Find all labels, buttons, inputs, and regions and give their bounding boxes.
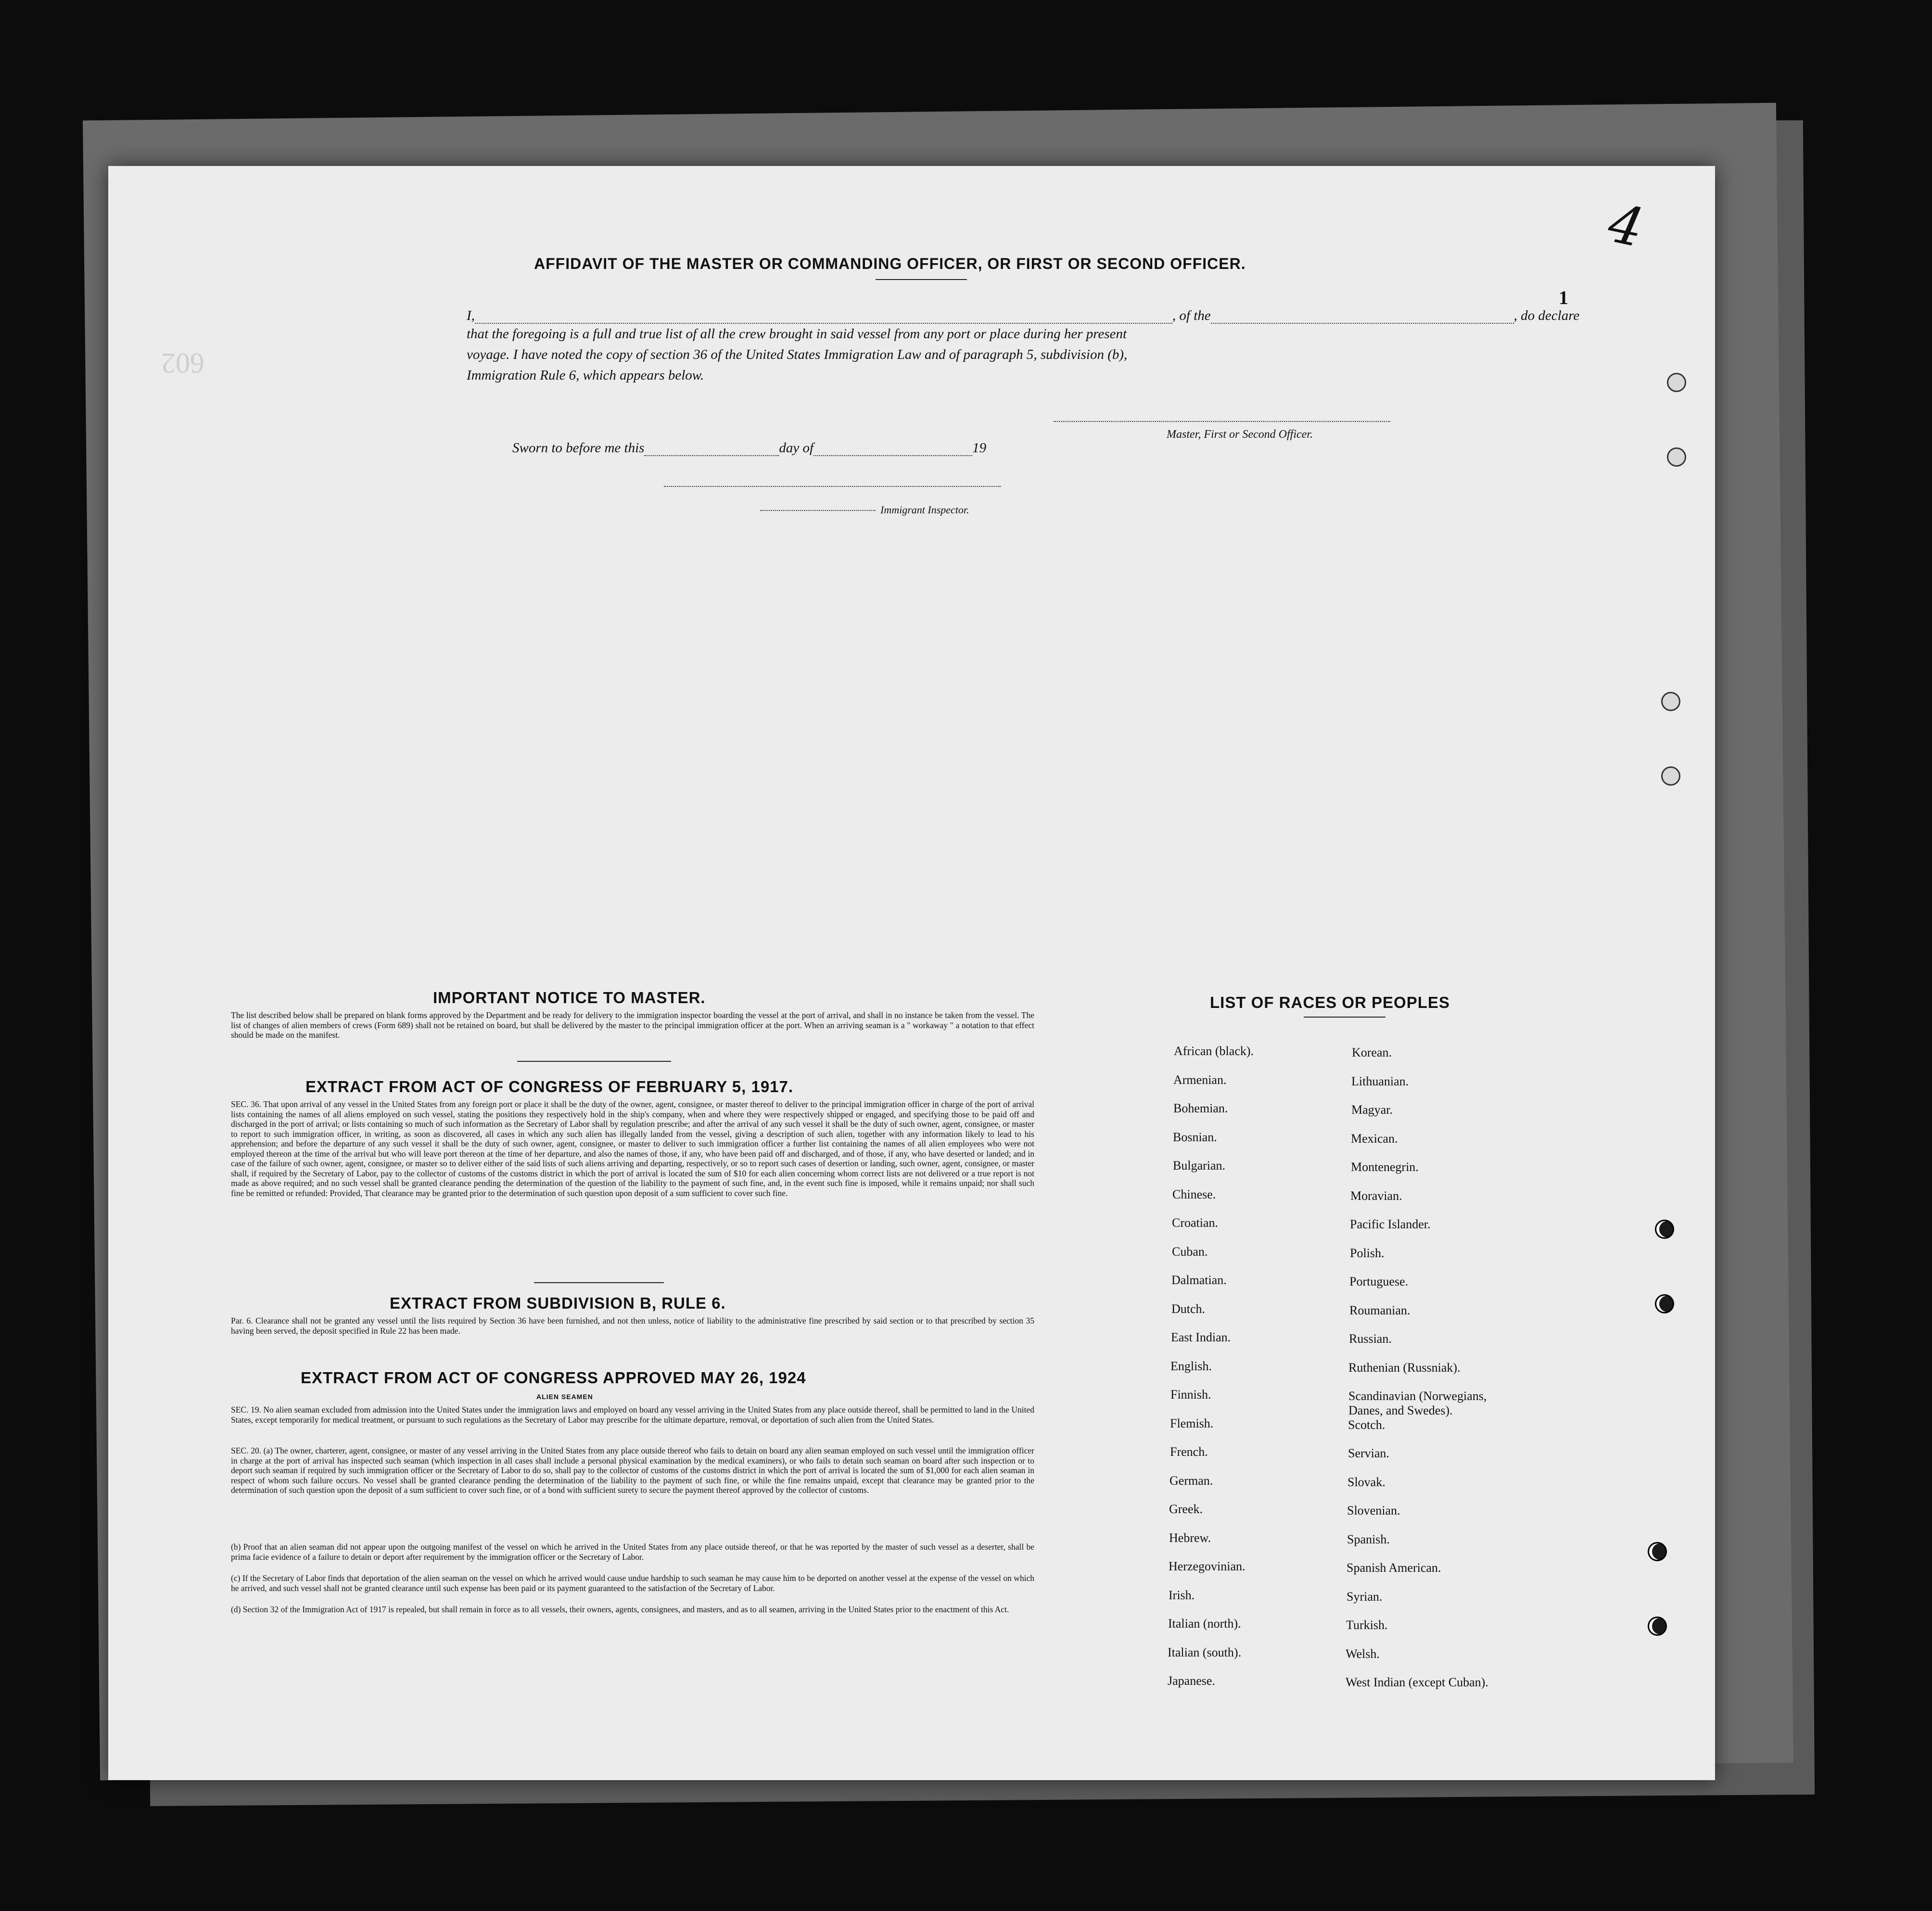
extract-1917-body: SEC. 36. That upon arrival of any vessel in the United States from any foreign port or place it shall be the duty of the owner, agent, consignee, or master thereof to deliver to the principal immigration officer in charge of the port of arrival lists containing the names of all aliens employed on such vessel, stating the positions they respectively hold in the ship's company, when and where they were respectively shipped or engaged, and specifying those to be paid off and discharged in the port of arrival; or lists containing so much of such information as the Secretary of Labor shall by regulation prescribe; and after the arrival of any such vessel it shall be the duty of such owner, agent, consignee, or master to report to such immigration officer, in writing, as soon as discovered, all cases in which any such alien has illegally landed from the vessel, giving a description of such alien, together with any information likely to lead to his apprehension; and before the departure of any such vessel it shall be the duty of such owner, agent, consignee, or master to deliver to such immigration officer a further list containing the names of all alien employees who were not employed thereon at the time of the arrival but who will leave port thereon at the time of her departure, and also the names of those, if any, who have been paid off and discharged, and of those, if any, who have deserted or landed; and in case of the failure of such owner, agent, consignee, or master so to deliver either of the said lists of such aliens arriving and departing, respectively, or so to report such cases of desertion or landing, such owner, agent, consignee, or master shall, if required by the Secretary of Labor, pay to the collector of customs of the customs district in which the port of arrival is located the sum of $10 for each alien concerning whom correct lists are not delivered or a true report is not made as above required; and no such vessel shall be granted clearance pending the determination of the question of the liability to the payment of such fine, and, in the event such fine is imposed, while it remains unpaid; nor shall such fine be remitted or refunded: Provided, That clearance may be granted prior to the determination of such question upon deposit of a sum sufficient to cover such fine.: [231, 1099, 1034, 1198]
race-item: English.: [1170, 1359, 1212, 1373]
sworn-line: [512, 438, 986, 456]
extract-1924-sec20a: SEC. 20. (a) The owner, charterer, agent, consignee, or master of any vessel arriving in the United States from any place outside thereof who fails to detain on board any alien seaman employed on such vessel until the immigration officer in charge at the port of arrival has inspected such seaman (which inspection in all cases shall include a personal physical examination by the medical examiners), or who fails to detain such seaman on board after such inspection or to deport such seaman if required by such immigration officer or the Secretary of Labor to do so, shall pay to the collector of customs of the customs district in which the port of arrival is located the sum of $1,000 for each alien seaman in respect of whom such failure occurs. No vessel shall be granted clearance pending the determination of the liability to the payment of such fine, or while the fine remains unpaid, except that clearance may be granted prior to the determination of such question upon the deposit of a sum sufficient to cover such fine, or of a bond with sufficient surety to secure the payment thereof approved by the collector of customs.: [231, 1446, 1034, 1495]
affidavit-title-rule: [876, 279, 967, 280]
race-item: Korean.: [1352, 1045, 1392, 1059]
race-item: Italian (north).: [1168, 1617, 1241, 1631]
declaration-of-the: , of the: [1172, 308, 1211, 323]
race-item: Bosnian.: [1173, 1130, 1217, 1144]
race-item: Chinese.: [1172, 1187, 1216, 1201]
race-item: Greek.: [1169, 1502, 1203, 1516]
race-item: Syrian.: [1347, 1590, 1383, 1604]
race-item: Herzegovinian.: [1169, 1559, 1246, 1573]
race-item: East Indian.: [1171, 1330, 1231, 1344]
declaration-line-1: [467, 306, 1579, 324]
race-item: Armenian.: [1173, 1073, 1227, 1087]
race-item: Pacific Islander.: [1350, 1217, 1431, 1231]
race-item: Russian.: [1349, 1332, 1392, 1346]
race-item: Welsh.: [1346, 1647, 1380, 1661]
punch-hole: [1648, 1617, 1667, 1636]
declaration-i: I,: [467, 308, 475, 323]
punch-hole: [1655, 1220, 1674, 1239]
race-item: Servian.: [1348, 1446, 1389, 1460]
race-item: Magyar.: [1351, 1103, 1393, 1117]
race-item: Dutch.: [1171, 1302, 1206, 1316]
extract-1924-sec20d: (d) Section 32 of the Immigration Act of 1917 is repealed, but shall remain in force as to all vessels, their owners, agents, consignees, and masters, and as to all seamen, arriving in the United States prior to the enactment of this Act.: [231, 1605, 1009, 1614]
extract-1924-sec19: SEC. 19. No alien seaman excluded from admission into the United States under the immigration laws and employed on board any vessel arriving in the United States from any place outside thereof, shall be permitted to land in the United States, except temporarily for medical treatment, or pursuant to such regulations as the Secretary of Labor may prescribe for the ultimate departure, removal, or deportation of such alien from the United States.: [231, 1405, 1034, 1425]
inspector-signature-line[interactable]: [664, 486, 1001, 487]
rule6-body: Par. 6. Clearance shall not be granted any vessel until the lists required by Section 36 have been furnished, and not then unless, notice of liability to the administrative fine prescribed by said section or to that prescribed by section 35 having been served, the deposit specified in Rule 22 has been made.: [231, 1316, 1034, 1336]
races-title: LIST OF RACES OR PEOPLES: [1210, 994, 1450, 1011]
signature-label: Master, First or Second Officer.: [1167, 428, 1313, 441]
race-item: Lithuanian.: [1351, 1074, 1409, 1088]
race-item: Portuguese.: [1349, 1274, 1409, 1288]
race-item: Mexican.: [1351, 1132, 1398, 1146]
punch-hole: [1661, 766, 1680, 786]
document-page: [108, 166, 1715, 1780]
corner-handwritten-mark: 4: [1603, 192, 1649, 259]
inspector-label: Immigrant Inspector.: [880, 504, 969, 516]
declaration-line-2: that the foregoing is a full and true list of all the crew brought in said vessel from any port or place during her present: [467, 326, 1127, 342]
declaration-do-declare: , do declare: [1513, 308, 1580, 323]
race-item: Flemish.: [1170, 1416, 1214, 1430]
race-item: Hebrew.: [1169, 1531, 1211, 1545]
race-item: Spanish American.: [1347, 1561, 1441, 1575]
affidavit-title: AFFIDAVIT OF THE MASTER OR COMMANDING OFFICER, OR FIRST OR SECOND OFFICER.: [534, 255, 1246, 272]
race-item: Croatian.: [1172, 1216, 1219, 1230]
inspector-line-short: [760, 510, 876, 511]
extract-1917-rule: [534, 1282, 664, 1283]
race-item: Bulgarian.: [1173, 1159, 1226, 1172]
race-item: African (black).: [1174, 1044, 1254, 1058]
notice-rule: [517, 1061, 671, 1062]
race-item: Ruthenian (Russniak).: [1348, 1361, 1461, 1375]
race-item: Scandinavian (Norwegians, Danes, and Swedes).: [1348, 1389, 1487, 1417]
race-item: Moravian.: [1350, 1189, 1402, 1203]
race-item: Slovak.: [1347, 1475, 1385, 1489]
race-item: West Indian (except Cuban).: [1346, 1675, 1488, 1689]
races-title-rule: [1304, 1017, 1385, 1018]
name-blank[interactable]: [475, 306, 1172, 324]
sworn-year: 19: [972, 440, 987, 456]
extract-1917-title: EXTRACT FROM ACT OF CONGRESS OF FEBRUARY 5, 1917.: [305, 1078, 794, 1096]
race-item: Turkish.: [1346, 1618, 1388, 1632]
race-item: Roumanian.: [1349, 1303, 1411, 1317]
race-item: Irish.: [1169, 1588, 1195, 1602]
race-item: Finnish.: [1170, 1388, 1211, 1401]
signature-line[interactable]: [1054, 421, 1390, 422]
race-item: Japanese.: [1168, 1674, 1215, 1688]
race-item: Bohemian.: [1173, 1101, 1228, 1115]
notice-title: IMPORTANT NOTICE TO MASTER.: [433, 989, 706, 1006]
extract-1924-subtitle: ALIEN SEAMEN: [536, 1393, 593, 1401]
race-item: German.: [1169, 1474, 1213, 1488]
vessel-blank[interactable]: [1211, 306, 1514, 324]
race-item: Cuban.: [1172, 1245, 1208, 1259]
declaration-line-4: Immigration Rule 6, which appears below.: [467, 368, 704, 383]
sworn-day-blank[interactable]: [644, 438, 779, 456]
punch-hole: [1661, 692, 1680, 711]
sworn-month-blank[interactable]: [813, 438, 972, 456]
race-item: Polish.: [1350, 1246, 1385, 1260]
rule6-title: EXTRACT FROM SUBDIVISION B, RULE 6.: [390, 1294, 726, 1312]
race-item: Dalmatian.: [1171, 1273, 1227, 1287]
page-mark: 1: [1559, 287, 1568, 308]
race-item: Scotch.: [1348, 1418, 1385, 1432]
race-item: Spanish.: [1347, 1532, 1390, 1546]
race-item: Slovenian.: [1347, 1503, 1400, 1517]
extract-1924-sec20b: (b) Proof that an alien seaman did not appear upon the outgoing manifest of the vessel on which he arrived in the United States from any place outside thereof, or that he was reported by the master of such vessel as a deserter, shall be prima facie evidence of a failure to detain or deport after requirement by the immigration officer or the Secretary of Labor.: [231, 1542, 1034, 1562]
race-item: French.: [1170, 1445, 1208, 1459]
race-item: Italian (south).: [1168, 1645, 1242, 1659]
declaration-line-3: voyage. I have noted the copy of section 36 of the United States Immigration Law and of paragraph 5, subdivision (b),: [467, 347, 1128, 362]
punch-hole: [1648, 1542, 1667, 1561]
sworn-day-of: day of: [779, 440, 814, 456]
extract-1924-title: EXTRACT FROM ACT OF CONGRESS APPROVED MAY 26, 1924: [301, 1369, 806, 1387]
extract-1924-sec20c: (c) If the Secretary of Labor finds that deportation of the alien seaman on the vessel on which he arrived would cause undue hardship to such seaman he may cause him to be deported on another vessel at the expense of the vessel on which he arrived, and such vessel shall not be granted clearance until such expense has been paid or its payment guaranteed to the satisfaction of the Secretary of Labor.: [231, 1573, 1034, 1593]
sworn-text: Sworn to before me this: [512, 440, 645, 456]
punch-hole: [1667, 373, 1686, 392]
punch-hole: [1655, 1294, 1674, 1313]
bleed-through-number: 602: [161, 347, 204, 379]
race-item: Montenegrin.: [1351, 1160, 1419, 1174]
notice-body: The list described below shall be prepared on blank forms approved by the Department and be ready for delivery to the immigration inspector boarding the vessel at the port of arrival, and shall in no instance be taken from the vessel. The list of changes of alien members of crews (Form 689) shall not be retained on board, but shall be delivered by the master to the principal immigration officer at the port. When an arriving seaman is a " workaway " a notation to that effect should be made on the manifest.: [231, 1010, 1034, 1040]
punch-hole: [1667, 447, 1686, 467]
